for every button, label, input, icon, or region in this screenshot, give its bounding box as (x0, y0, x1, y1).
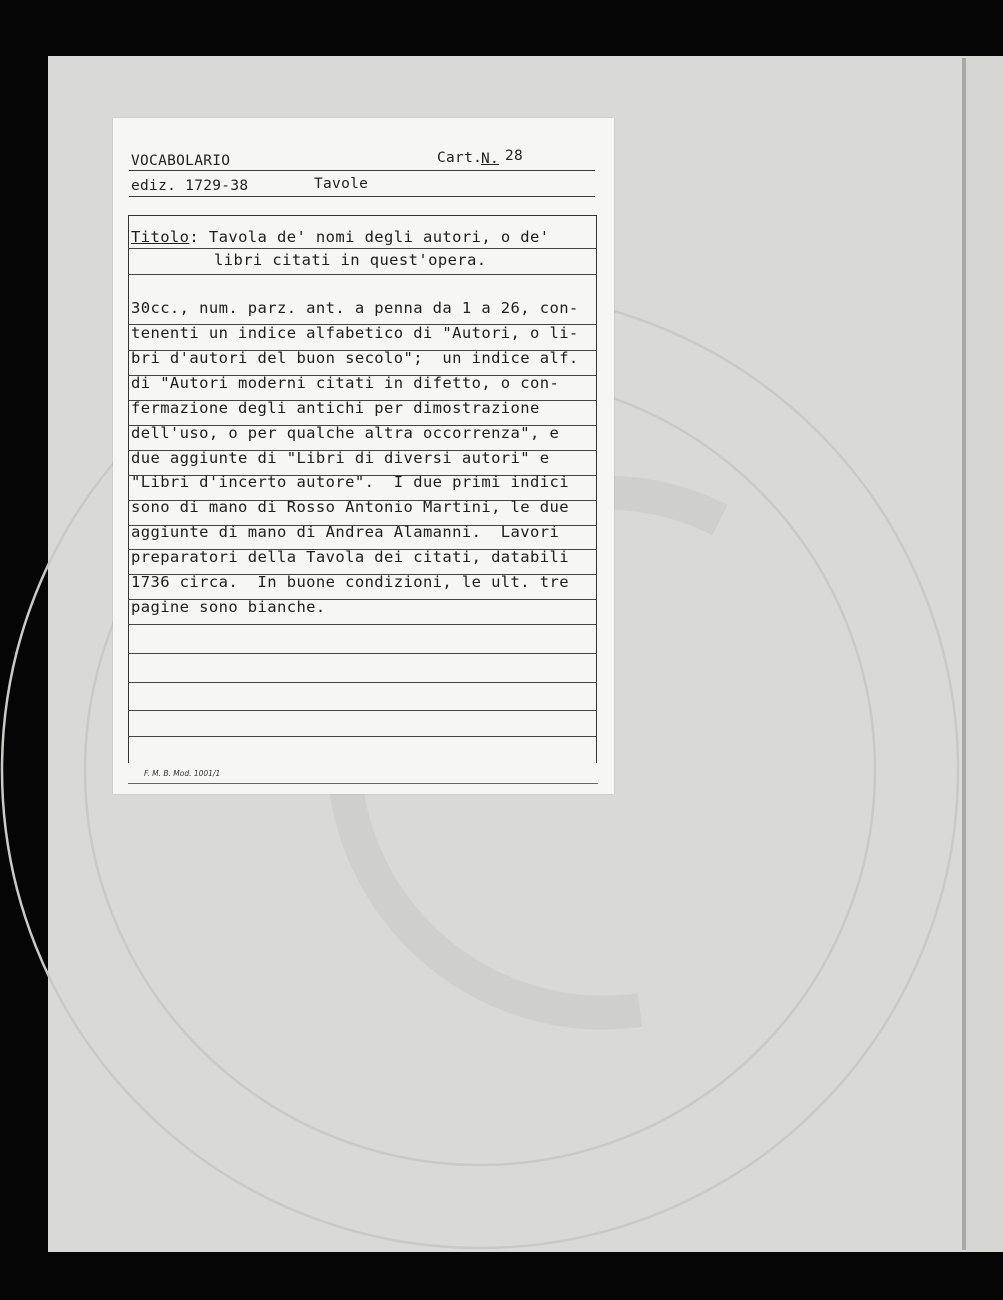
cart-n-label: N. (481, 151, 500, 167)
ruled-line (128, 653, 597, 654)
title-text-1: : Tavola de' nomi degli autori, o de' (189, 228, 550, 246)
description-line: 30cc., num. parz. ant. a penna da 1 a 26, con- (131, 299, 579, 317)
description-line: due aggiunte di "Libri di diversi autori" e (131, 449, 550, 467)
title-line-1 (131, 228, 549, 246)
description-line: dell'uso, o per qualche altra occorrenza", e (131, 424, 560, 442)
ruled-line (128, 274, 597, 275)
header-rule-1 (129, 170, 595, 171)
description-line: pagine sono bianche. (131, 598, 326, 616)
ruled-line (128, 248, 597, 249)
ruled-line (128, 736, 597, 737)
description-line: tenenti un indice alfabetico di "Autori, o li- (131, 324, 579, 342)
footer-rule (128, 783, 598, 784)
description-line: bri d'autori del buon secolo"; un indice alf. (131, 349, 579, 367)
ruled-line (128, 624, 597, 625)
ruled-line (128, 682, 597, 683)
description-line: fermazione degli antichi per dimostrazione (131, 399, 540, 417)
subject-label: Tavole (314, 176, 369, 192)
description-line: preparatori della Tavola dei citati, databili (131, 548, 569, 566)
description-line: "Libri d'incerto autore". I due primi indici (131, 473, 569, 491)
card-section-title: VOCABOLARIO (131, 153, 231, 169)
description-line: 1736 circa. In buone condizioni, le ult. tre (131, 573, 569, 591)
title-label: Titolo (131, 228, 190, 246)
cart-number: 28 (505, 148, 524, 164)
form-code: F. M. B. Mod. 1001/1 (144, 769, 221, 778)
cart-label: Cart. (437, 150, 483, 166)
edition-label: ediz. 1729-38 (131, 178, 249, 194)
header-rule-2 (129, 196, 595, 197)
title-line-2: libri citati in quest'opera. (214, 251, 487, 269)
description-line: aggiunte di mano di Andrea Alamanni. Lavori (131, 523, 560, 541)
ruled-line (128, 710, 597, 711)
description-line: di "Autori moderni citati in difetto, o con- (131, 374, 560, 392)
description-line: sono di mano di Rosso Antonio Martini, le due (131, 498, 569, 516)
